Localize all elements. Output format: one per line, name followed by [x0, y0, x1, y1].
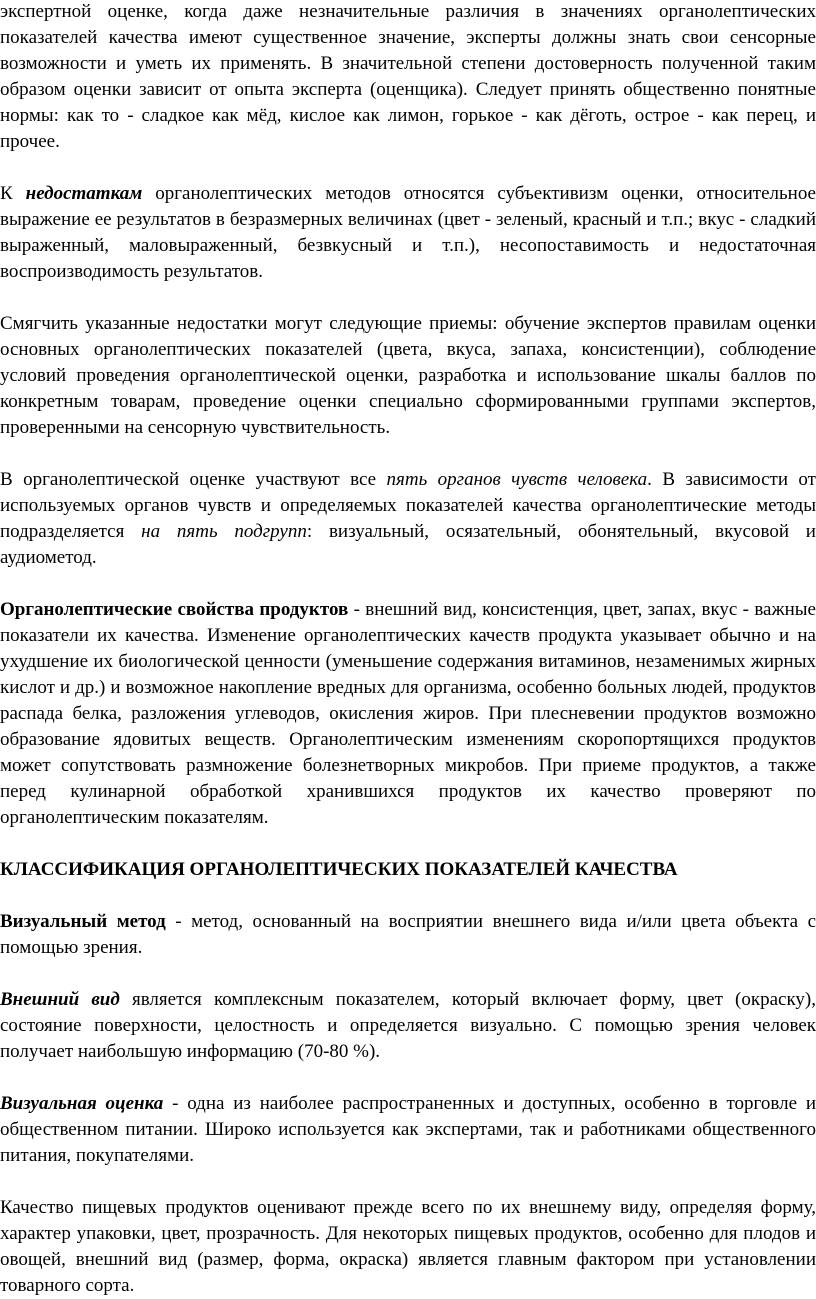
paragraph-text-start: В органолептической оценке участвуют все: [0, 469, 387, 490]
paragraph-text-start: К: [0, 183, 26, 204]
section-heading: КЛАССИФИКАЦИЯ ОРГАНОЛЕПТИЧЕСКИХ ПОКАЗАТЕЛЕЙ КАЧЕСТВА: [0, 859, 678, 880]
paragraph-expert-assessment: [0, 0, 816, 155]
paragraph-organoleptic-properties: [0, 597, 816, 831]
term-organoleptic-properties: Органолептические свойства продуктов: [0, 599, 349, 620]
paragraph-food-quality: [0, 1195, 816, 1299]
paragraph-five-senses: [0, 467, 816, 571]
paragraph-text: Качество пищевых продуктов оценивают прежде всего по их внешнему виду, определяя форму, характер упаковки, цвет, прозрачность. Для некоторых пищевых продуктов, особенно для плодов и овощей, внешний вид (размер, форма, окраска) является главным фактором при установлении товарного сорта.: [0, 1197, 816, 1296]
paragraph-appearance: [0, 987, 816, 1065]
emphasis-disadvantages: недостаткам: [25, 183, 143, 204]
paragraph-text: - метод, основанный на восприятии внешнего вида и/или цвета объекта с помощью зрения.: [0, 911, 816, 958]
term-visual-assessment: Визуальная оценка: [0, 1093, 164, 1114]
paragraph-text: Смягчить указанные недостатки могут следующие приемы: обучение экспертов правилам оценки основных органолептических показателей (цвета, вкуса, запаха, консистенции), соблюдение условий проведения органолептической оценки, разработка и использование шкалы баллов по конкретным товарам, проведение оценки специально сформированными группами экспертов, проверенными на сенсорную чувствительность.: [0, 313, 816, 438]
paragraph-text: - внешний вид, консистенция, цвет, запах, вкус - важные показатели их качества. Изменение органолептических качеств продукта указывает обычно и на ухудшение их биологической ценности (уменьшение содержания витаминов, незаменимых жирных кислот и др.) и возможное накопление вредных для организма, особенно больных людей, продуктов распада белка, разложения углеводов, окисления жиров. При плесневении продуктов возможно образование ядовитых веществ. Органолептическим изменениям скоропортящихся продуктов может сопутствовать размножение болезнетворных микробов. При приеме продуктов, а также перед кулинарной обработкой хранившихся продуктов их качество проверяют по органолептическим показателям.: [0, 599, 816, 828]
paragraph-mitigation: [0, 311, 816, 441]
paragraph-text: - одна из наиболее распространенных и доступных, особенно в торговле и общественном питании. Широко используется как экспертами, так и работниками общественного питания, покупателями.: [0, 1093, 816, 1166]
paragraph-text-middle: . В зависимости от используемых органов чувств и определяемых показателей качества органолептические методы подразделяется: [0, 469, 816, 542]
paragraph-visual-method: [0, 909, 816, 961]
emphasis-five-subgroups: на пять подгрупп: [141, 521, 307, 542]
paragraph-text: является комплексным показателем, который включает форму, цвет (окраску), состояние поверхности, целостность и определяется визуально. С помощью зрения человек получает наибольшую информацию (70-80 %).: [0, 989, 816, 1062]
paragraph-disadvantages: [0, 181, 816, 285]
emphasis-five-senses: пять органов чувств человека: [386, 469, 648, 490]
paragraph-text-end: : визуальный, осязательный, обонятельный, вкусовой и аудиометод.: [0, 521, 816, 568]
paragraph-visual-assessment: [0, 1091, 816, 1169]
paragraph-text: экспертной оценке, когда даже незначительные различия в значениях органолептических показателей качества имеют существенное значение, эксперты должны знать свои сенсорные возможности и уметь их применять. В значительной степени достоверность полученной таким образом оценки зависит от опыта эксперта (оценщика). Следует принять общественно понятные нормы: как то - сладкое как мёд, кислое как лимон, горькое - как дёготь, острое - как перец, и прочее.: [0, 1, 816, 152]
term-appearance: Внешний вид: [0, 989, 120, 1010]
term-visual-method: Визуальный метод: [0, 911, 166, 932]
paragraph-text-end: органолептических методов относятся субъективизм оценки, относительное выражение ее результатов в безразмерных величинах (цвет - зеленый, красный и т.п.; вкус - сладкий выраженный, маловыраженный, безвкусный и т.п.), несопоставимость и недостаточная воспроизводимость результатов.: [0, 183, 816, 282]
